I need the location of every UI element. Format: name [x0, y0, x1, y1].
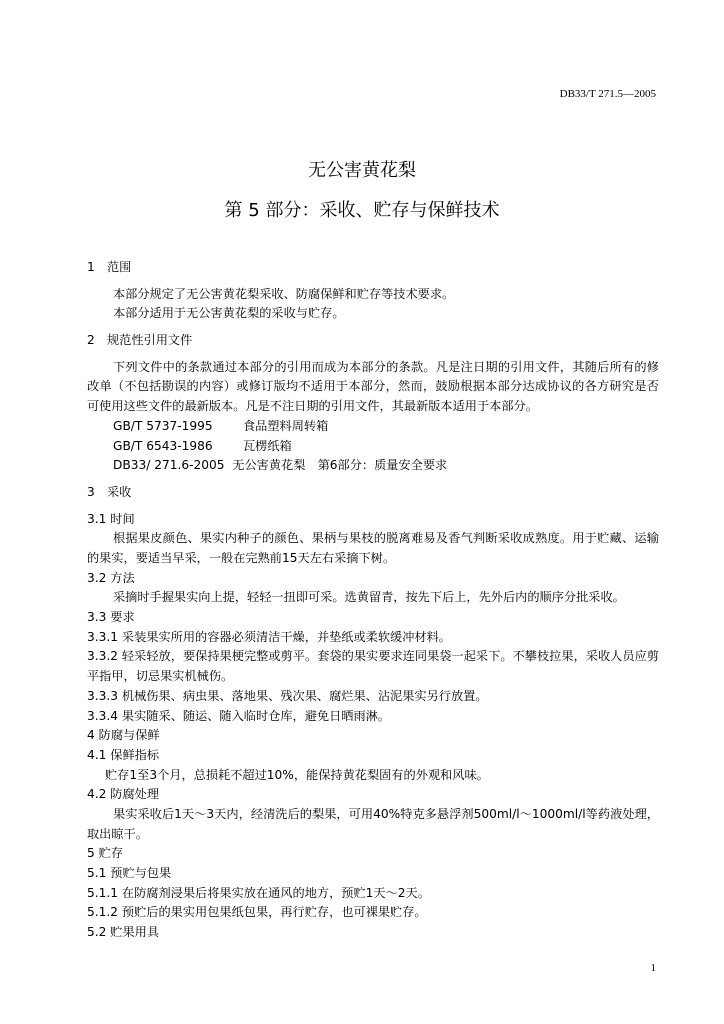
- page-number: 1: [650, 962, 656, 974]
- clause: 3.3.1 采装果实所用的容器必须清洁干燥，并垫纸或柔软缓冲材料。: [87, 629, 451, 644]
- clause: 5.1.1 在防腐剂浸果后将果实放在通风的地方，预贮1天～2天。: [87, 885, 430, 900]
- paragraph: 根据果皮颜色、果实内种子的颜色、果柄与果枝的脱离难易及香气判断采收成熟度。用于贮藏、运输的果实，要适当早采，一般在完熟前15天左右采摘下树。: [87, 531, 659, 565]
- clause: 3.3.3 机械伤果、病虫果、落地果、残次果、腐烂果、沾泥果实另行放置。: [87, 688, 488, 703]
- paragraph: 下列文件中的条款通过本部分的引用而成为本部分的条款。凡是注日期的引用文件，其随后所有的修改单（不包括勘误的内容）或修订版均不适用于本部分，然而，鼓励根据本部分达成协议的各方研究是否可使用这些文件的最新版本。凡是不注日期的引用文件，其最新版本适用于本部分。: [87, 359, 659, 414]
- clause: 3.3.2 轻采轻放，要保持果梗完整或剪平。套袋的果实要求连同果袋一起采下。不攀枝拉果，采收人员应剪平指甲，切忌果实机械伤。: [87, 649, 659, 684]
- reference-code: GB/T 6543-1986: [113, 438, 213, 453]
- reference-item: [87, 417, 659, 437]
- paragraph: 果实采收后1天～3天内，经清洗后的梨果，可用40%特克多悬浮剂500ml/l～1000ml/l等药液处理，取出晾干。: [87, 806, 659, 841]
- subsection-heading: 4.2 防腐处理: [87, 787, 160, 802]
- paragraph: 本部分规定了无公害黄花梨采收、防腐保鲜和贮存等技术要求。: [113, 286, 455, 301]
- reference-item: [87, 456, 659, 476]
- section-heading: 4 防腐与保鲜: [87, 728, 160, 743]
- section-heading: 3 采收: [87, 484, 132, 499]
- reference-title: 食品塑料周转箱: [243, 418, 329, 433]
- section-heading: 1 范围: [87, 260, 132, 274]
- document-subtitle: 第 5 部分：采收、贮存与保鲜技术: [224, 200, 500, 221]
- subsection-heading: 4.1 保鲜指标: [87, 747, 160, 762]
- paragraph: 贮存1至3个月，总损耗不超过10%，能保持黄花梨固有的外观和风味。: [105, 767, 489, 782]
- subsection-heading: 3.2 方法: [87, 570, 135, 585]
- clause: 3.3.4 果实随采、随运、随入临时仓库，避免日晒雨淋。: [87, 708, 391, 723]
- subsection-heading: 3.3 要求: [87, 610, 135, 625]
- section-heading: 5 贮存: [87, 846, 124, 861]
- clause: 5.1.2 预贮后的果实用包果纸包果，再行贮存，也可裸果贮存。: [87, 905, 427, 920]
- subsection-heading: 5.1 预贮与包果: [87, 866, 172, 881]
- paragraph: 本部分适用于无公害黄花梨的采收与贮存。: [113, 306, 345, 321]
- subsection-heading: 3.1 时间: [87, 511, 135, 526]
- reference-code: DB33/ 271.6-2005: [113, 458, 225, 473]
- reference-item: [87, 437, 659, 457]
- subsection-heading: 5.2 贮果用具: [87, 925, 160, 940]
- document-title: 无公害黄花梨: [308, 160, 416, 181]
- section-heading: 2 规范性引用文件: [87, 333, 193, 348]
- reference-code: GB/T 5737-1995: [113, 418, 213, 433]
- reference-title: 无公害黄花梨 第6部分：质量安全要求: [232, 458, 448, 473]
- document-body: [87, 258, 659, 943]
- paragraph: 采摘时手握果实向上提，轻轻一扭即可采。选黄留青，按先下后上，先外后内的顺序分批采收。: [113, 590, 625, 605]
- reference-title: 瓦楞纸箱: [243, 438, 292, 453]
- standard-number: DB33/T 271.5—2005: [559, 88, 656, 100]
